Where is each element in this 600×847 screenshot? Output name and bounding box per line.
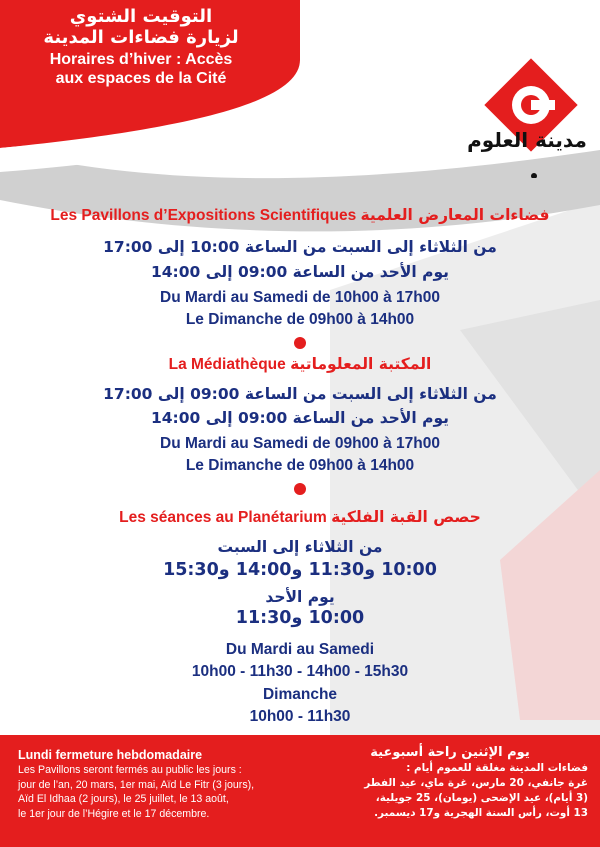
footer-ar-line-4: 13 أوت، رأس السنة الهجرية و17 ديسمبر.	[374, 807, 588, 819]
planetarium-line-ar-days-2: يوم الأحد	[265, 588, 335, 606]
planetarium-line-ar-days-1: من الثلاثاء إلى السبت	[217, 538, 383, 556]
mediatheque-line-fr-2: Le Dimanche de 09h00 à 14h00	[185, 457, 415, 474]
header-title-ar-1: التوقيت الشتوي	[69, 6, 213, 27]
footer-ar-line-2: غرة جانفي، 20 مارس، غرة ماي، عيد الفطر	[364, 777, 588, 789]
pavillons-line-ar-2: يوم الأحد من الساعة 09:00 إلى 14:00	[150, 263, 450, 281]
section-title-planetarium-ar: حصص القبة الفلكية	[331, 508, 481, 526]
mediatheque-line-ar-1: من الثلاثاء إلى السبت من الساعة 09:00 إلى 17:00	[103, 385, 497, 403]
footer-closures-fr	[18, 747, 308, 821]
mediatheque-line-fr-1: Du Mardi au Samedi de 09h00 à 17h00	[160, 435, 440, 452]
cite-des-sciences-logo-icon	[476, 58, 586, 178]
header-title-ar-2: لزيارة فضاءات المدينة	[43, 27, 239, 48]
section-title-planetarium	[10, 508, 590, 527]
section-title-pavillons	[10, 206, 590, 225]
section-title-mediatheque-ar: المكتبة المعلوماتية	[290, 355, 432, 373]
logo-name: مدينة العلوم	[467, 128, 587, 152]
section-separator-dot	[294, 483, 306, 495]
footer-closures-ar	[312, 745, 588, 821]
footer-ar-line-1: فضاءات المدينة مغلقة للعموم أيام :	[406, 762, 588, 774]
pavillons-line-ar-1: من الثلاثاء إلى السبت من الساعة 10:00 إلى 17:00	[103, 238, 497, 256]
planetarium-line-fr-days-1: Du Mardi au Samedi	[225, 641, 375, 658]
section-separator-dot	[294, 337, 306, 349]
section-title-pavillons-ar: فضاءات المعارض العلمية	[360, 206, 550, 224]
section-title-pavillons-fr: Les Pavillons d’Expositions Scientifiques	[50, 207, 357, 224]
footer-ar-line-3: (3 أيام)، عيد الإضحى (يومان)، 25 جويلية،	[375, 792, 588, 804]
pavillons-line-fr-2: Le Dimanche de 09h00 à 14h00	[185, 311, 415, 328]
header-title-fr-2: aux espaces de la Cité	[55, 70, 227, 87]
mediatheque-line-ar-2: يوم الأحد من الساعة 09:00 إلى 14:00	[150, 409, 450, 427]
footer-fr-line-2: jour de l’an, 20 mars, 1er mai, Aïd Le Fitr (3 jours),	[18, 778, 255, 791]
section-title-mediatheque	[10, 355, 590, 374]
footer-fr-line-1: Les Pavillons seront fermés au public les jours :	[18, 764, 242, 776]
planetarium-line-fr-times-1: 10h00 - 11h30 - 14h00 - 15h30	[191, 663, 409, 680]
planetarium-line-ar-times-2: 10:00 و11:30	[235, 608, 365, 628]
section-title-mediatheque-fr: La Médiathèque	[168, 356, 286, 373]
header-titles	[0, 6, 282, 88]
section-title-planetarium-fr: Les séances au Planétarium	[119, 509, 327, 526]
pavillons-line-fr-1: Du Mardi au Samedi de 10h00 à 17h00	[160, 289, 440, 306]
header-title-fr-1: Horaires d’hiver : Accès	[49, 51, 233, 68]
planetarium-line-fr-times-2: 10h00 - 11h30	[249, 708, 351, 725]
footer-ar-title: يوم الإثنين راحة أسبوعية	[370, 745, 530, 760]
footer-fr-line-4: le 1er jour de l’Hégire et le 17 décembre.	[18, 807, 210, 820]
footer-fr-line-3: Aïd El Idhaa (2 jours), le 25 juillet, le 13 août,	[18, 793, 229, 805]
planetarium-line-fr-days-2: Dimanche	[262, 686, 338, 703]
footer-fr-title: Lundi fermeture hebdomadaire	[18, 748, 203, 762]
planetarium-line-ar-times-1: 10:00 و11:30 و14:00 و15:30	[163, 560, 437, 580]
